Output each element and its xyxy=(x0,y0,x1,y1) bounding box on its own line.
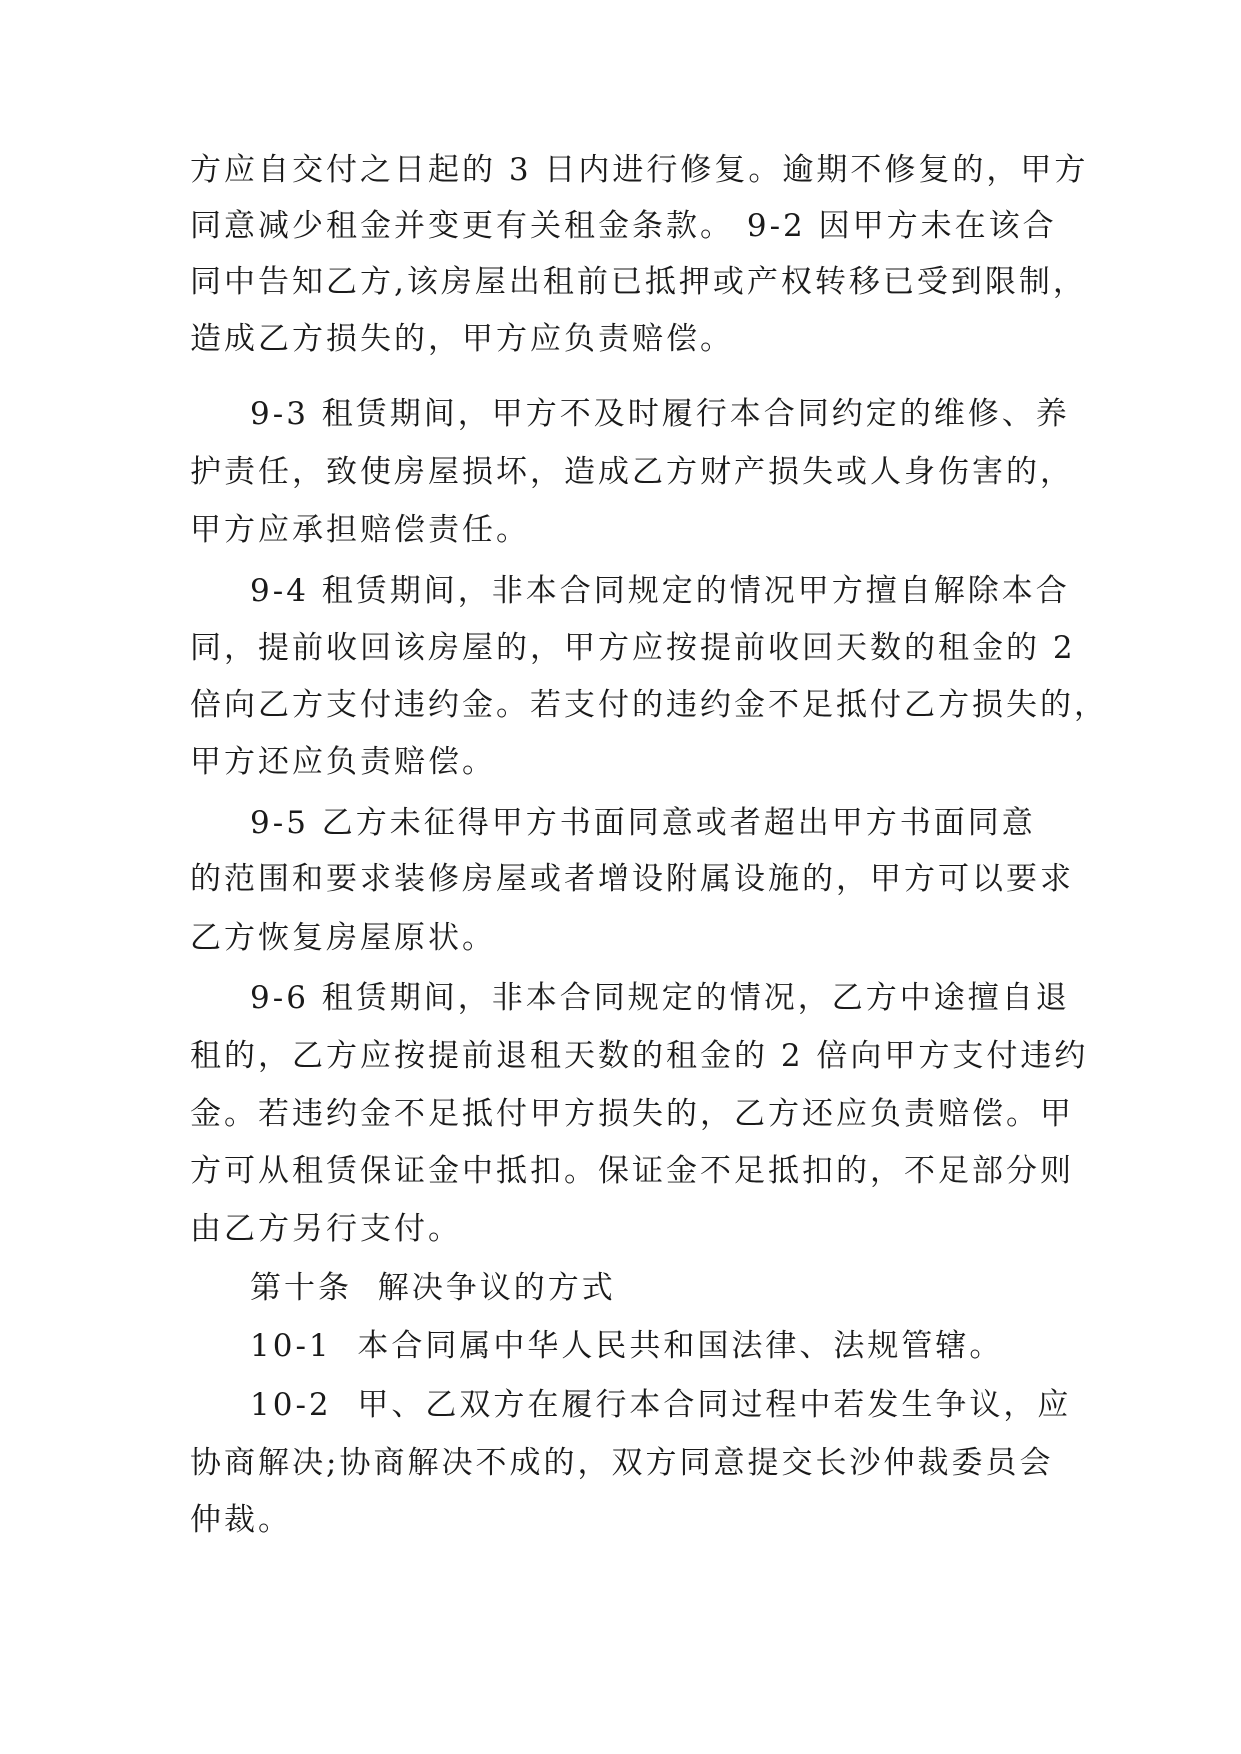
text-line: 同，提前收回该房屋的，甲方应按提前收回天数的租金的 2 xyxy=(190,630,1076,666)
text-line: 护责任，致使房屋损坏，造成乙方财产损失或人身伤害的， xyxy=(190,454,1074,490)
text-line: 甲方应承担赔偿责任。 xyxy=(190,512,530,548)
text-line: 倍向乙方支付违约金。若支付的违约金不足抵付乙方损失的， xyxy=(190,687,1108,723)
text-line: 方应自交付之日起的 3 日内进行修复。逾期不修复的，甲方 xyxy=(190,152,1089,188)
text-line: 同中告知乙方,该房屋出租前已抵押或产权转移已受到限制， xyxy=(190,264,1087,300)
text-line: 方可从租赁保证金中抵扣。保证金不足抵扣的，不足部分则 xyxy=(190,1153,1074,1189)
text-line: 9-5 乙方未征得甲方书面同意或者超出甲方书面同意 xyxy=(250,805,1036,841)
text-line: 9-4 租赁期间，非本合同规定的情况甲方擅自解除本合 xyxy=(250,573,1070,609)
text-line: 10-1 本合同属中华人民共和国法律、法规管辖。 xyxy=(250,1328,1004,1364)
text-line: 造成乙方损失的，甲方应负责赔偿。 xyxy=(190,321,734,357)
text-line: 的范围和要求装修房屋或者增设附属设施的，甲方可以要求 xyxy=(190,861,1074,897)
text-line: 甲方还应负责赔偿。 xyxy=(190,744,496,780)
text-line: 同意减少租金并变更有关租金条款。 9-2 因甲方未在该合 xyxy=(190,208,1057,244)
text-line: 仲裁。 xyxy=(190,1502,292,1538)
text-line: 金。若违约金不足抵付甲方损失的，乙方还应负责赔偿。甲 xyxy=(190,1096,1074,1132)
text-line: 租的，乙方应按提前退租天数的租金的 2 倍向甲方支付违约 xyxy=(190,1038,1089,1074)
text-line: 10-2 甲、乙双方在履行本合同过程中若发生争议，应 xyxy=(250,1387,1072,1423)
section-heading: 第十条 解决争议的方式 xyxy=(250,1270,616,1306)
text-line: 由乙方另行支付。 xyxy=(190,1211,462,1247)
text-line: 9-3 租赁期间，甲方不及时履行本合同约定的维修、养 xyxy=(250,396,1070,432)
text-line: 乙方恢复房屋原状。 xyxy=(190,920,496,956)
text-line: 9-6 租赁期间，非本合同规定的情况，乙方中途擅自退 xyxy=(250,980,1070,1016)
text-line: 协商解决;协商解决不成的，双方同意提交长沙仲裁委员会 xyxy=(190,1445,1054,1481)
